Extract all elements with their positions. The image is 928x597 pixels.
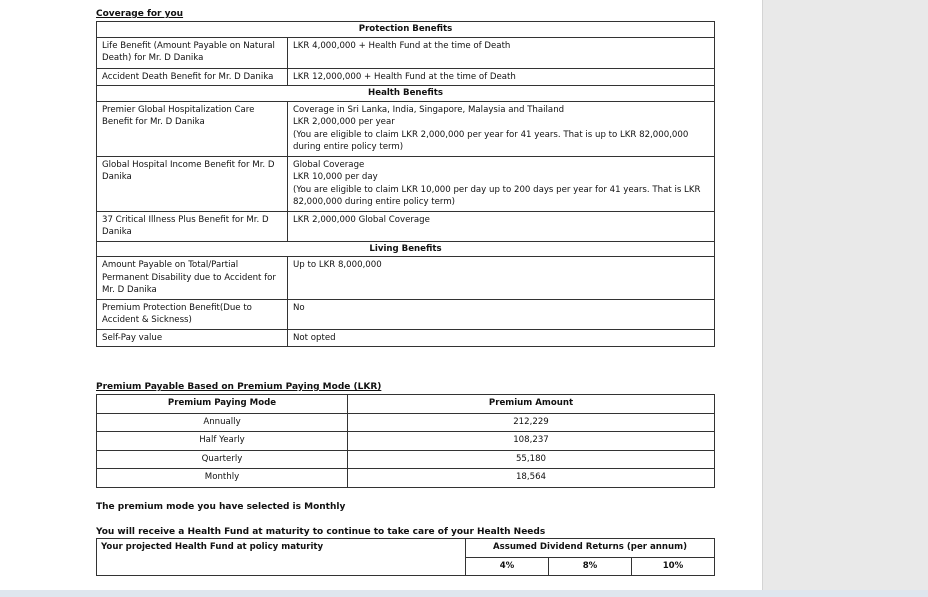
benefit-label: 37 Critical Illness Plus Benefit for Mr. D Danika <box>97 211 288 241</box>
mode-cell: Monthly <box>97 469 348 488</box>
benefit-line: Coverage in Sri Lanka, India, Singapore, Malaysia and Thailand <box>293 104 565 115</box>
section-header-health <box>97 86 715 102</box>
table-row <box>97 469 715 488</box>
benefit-line: (You are eligible to claim LKR 2,000,000 per year for 41 years. That is up to LKR 82,000,000 during entire policy term) <box>293 129 689 152</box>
bottom-scroll-area <box>0 590 928 597</box>
benefit-line: LKR 10,000 per day <box>293 172 378 182</box>
benefit-value: LKR 4,000,000 + Health Fund at the time of Death <box>288 37 715 68</box>
table-row <box>97 156 715 211</box>
premium-table <box>96 394 715 488</box>
column-header-amount: Premium Amount <box>348 395 715 414</box>
benefit-label: Life Benefit (Amount Payable on Natural Death) for Mr. D Danika <box>97 37 288 68</box>
benefit-label: Global Hospital Income Benefit for Mr. D Danika <box>97 156 288 211</box>
table-row <box>97 450 715 469</box>
selected-mode-text: The premium mode you have selected is Monthly <box>96 502 346 512</box>
health-benefits-header: Health Benefits <box>97 86 715 102</box>
benefit-label: Amount Payable on Total/Partial Permanent Disability due to Accident for Mr. D Danika <box>97 257 288 300</box>
mode-cell: Quarterly <box>97 450 348 469</box>
table-header-row <box>97 395 715 414</box>
benefit-line: LKR 2,000,000 per year <box>293 117 395 127</box>
benefit-value: Up to LKR 8,000,000 <box>288 257 715 300</box>
section-header-living <box>97 241 715 257</box>
protection-benefits-header: Protection Benefits <box>97 22 715 38</box>
coverage-title: Coverage for you <box>96 9 184 19</box>
health-fund-table <box>96 538 715 576</box>
amount-cell: 18,564 <box>348 469 715 488</box>
mode-cell: Annually <box>97 413 348 432</box>
table-row <box>97 257 715 300</box>
amount-cell: 212,229 <box>348 413 715 432</box>
benefit-label: Accident Death Benefit for Mr. D Danika <box>97 68 288 86</box>
benefit-value <box>288 156 715 211</box>
benefit-value: LKR 12,000,000 + Health Fund at the time of Death <box>288 68 715 86</box>
table-header-row <box>97 539 715 558</box>
table-row <box>97 432 715 451</box>
benefit-value <box>288 211 715 241</box>
benefit-value: No <box>288 299 715 329</box>
table-row <box>97 37 715 68</box>
table-row <box>97 101 715 156</box>
benefit-value <box>288 101 715 156</box>
table-row <box>97 299 715 329</box>
mode-cell: Half Yearly <box>97 432 348 451</box>
column-header-mode: Premium Paying Mode <box>97 395 348 414</box>
benefit-label: Self-Pay value <box>97 329 288 347</box>
coverage-table <box>96 21 715 347</box>
benefit-label: Premium Protection Benefit(Due to Accident & Sickness) <box>97 299 288 329</box>
table-row <box>97 413 715 432</box>
section-header-protection <box>97 22 715 38</box>
rate-cell: 4% <box>466 557 549 576</box>
benefit-line: LKR 2,000,000 Global Coverage <box>293 214 430 225</box>
rate-cell: 10% <box>632 557 715 576</box>
projected-fund-label: Your projected Health Fund at policy maturity <box>97 539 466 576</box>
dividend-returns-header: Assumed Dividend Returns (per annum) <box>466 539 715 558</box>
living-benefits-header: Living Benefits <box>97 241 715 257</box>
table-row <box>97 68 715 86</box>
benefit-line: (You are eligible to claim LKR 10,000 per day up to 200 days per year for 41 years. That is LKR 82,000,000 during entire policy term) <box>293 184 701 207</box>
benefit-value: Not opted <box>288 329 715 347</box>
amount-cell: 108,237 <box>348 432 715 451</box>
benefit-label: Premier Global Hospitalization Care Benefit for Mr. D Danika <box>97 101 288 156</box>
benefit-line: Global Coverage <box>293 159 365 170</box>
health-fund-title: You will receive a Health Fund at maturity to continue to take care of your Health Needs <box>96 527 546 537</box>
amount-cell: 55,180 <box>348 450 715 469</box>
premium-title: Premium Payable Based on Premium Paying Mode (LKR) <box>96 382 382 392</box>
table-row <box>97 211 715 241</box>
rate-cell: 8% <box>549 557 632 576</box>
table-row <box>97 329 715 347</box>
